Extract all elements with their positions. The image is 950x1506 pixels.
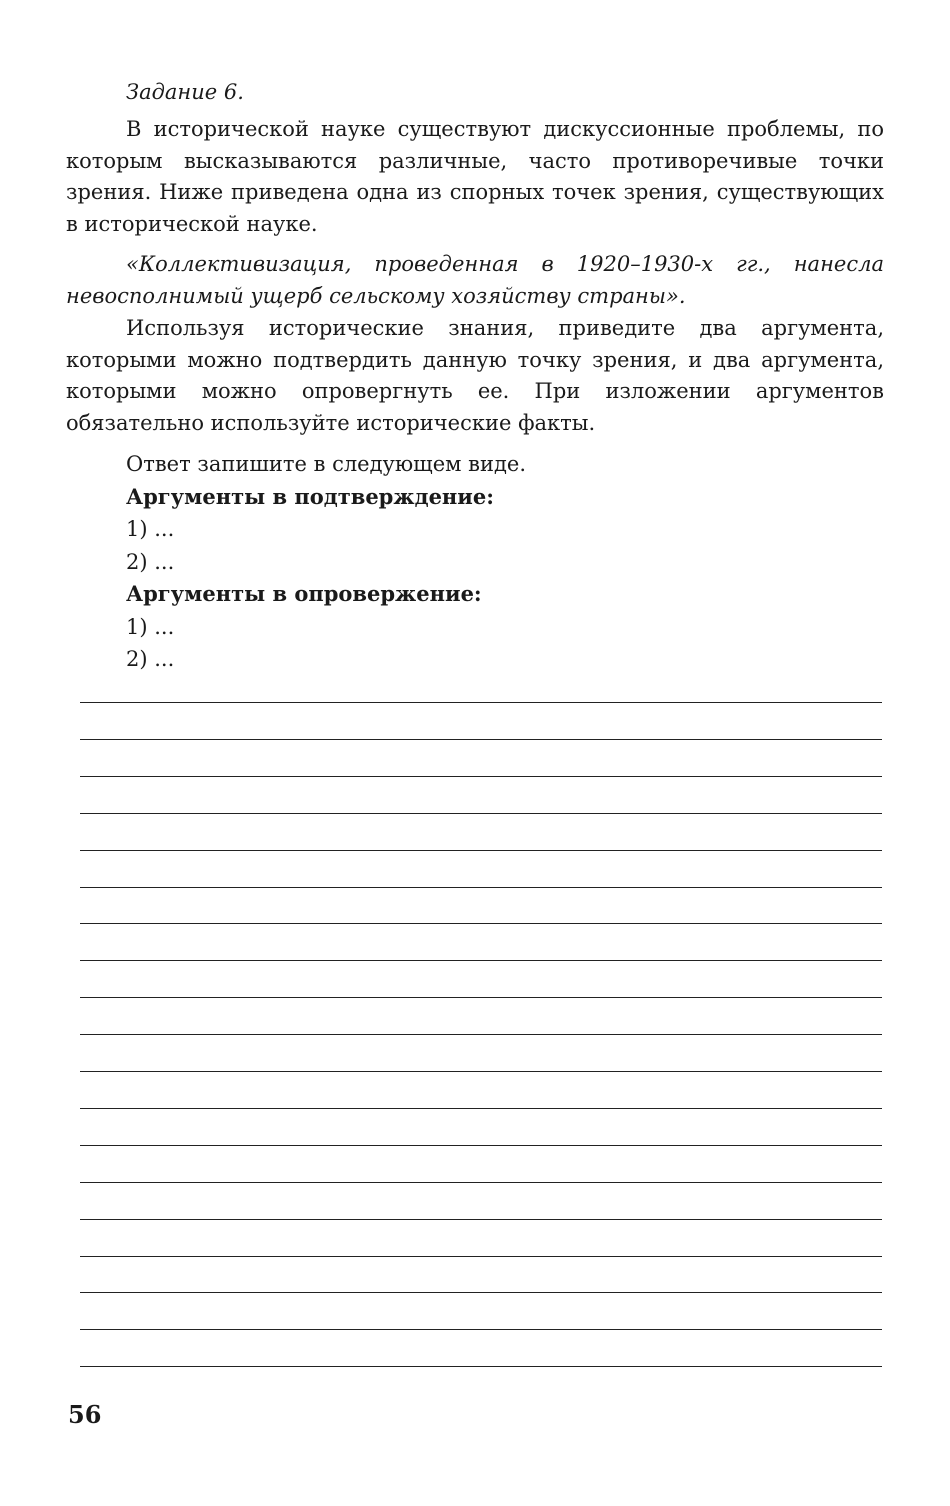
task-intro-text: В исторической науке существуют дискуссионные проблемы, по которым высказываются различные, часто противоречивые точки зрения. Ниже приведена одна из спорных точек зрения, существующих в исторической науке. xyxy=(66,117,884,236)
answer-rule-line xyxy=(80,1219,882,1220)
answer-rule-line xyxy=(80,997,882,998)
answer-rule-line xyxy=(80,813,882,814)
answer-rule-line xyxy=(80,887,882,888)
answer-rule-line xyxy=(80,1071,882,1072)
disputed-quote xyxy=(66,248,884,312)
refute-item: 2) ... xyxy=(126,647,175,671)
answer-format-intro: Ответ запишите в следующем виде. xyxy=(126,452,526,476)
answer-rule-line xyxy=(80,702,882,703)
confirm-item: 2) ... xyxy=(126,549,175,574)
answer-rule-line xyxy=(80,1292,882,1293)
answer-rule-line xyxy=(80,1366,882,1367)
confirm-item: 1) ... xyxy=(126,517,175,541)
answer-rule-line xyxy=(80,1182,882,1183)
task-instructions-text: Используя исторические знания, приведите два аргумента, которыми можно подтвердить данную точку зрения, и два аргумента, которыми можно опровергнуть ее. При изложении аргументов обязательно используйте исторические факты. xyxy=(66,316,884,435)
answer-rule-line xyxy=(80,739,882,740)
refute-item: 1) ... xyxy=(126,614,175,639)
answer-rule-line xyxy=(80,1108,882,1109)
answer-rule-line xyxy=(80,1256,882,1257)
answer-rule-line xyxy=(80,850,882,851)
disputed-quote-text: «Коллективизация, проведенная в 1920–1930-х гг., нанесла невосполнимый ущерб сельскому хозяйству страны». xyxy=(66,252,884,308)
answer-rule-line xyxy=(80,1034,882,1035)
task-intro xyxy=(66,114,884,240)
answer-format xyxy=(126,448,526,676)
task-instructions xyxy=(66,313,884,439)
refute-heading: Аргументы в опровержение: xyxy=(126,581,482,606)
answer-rule-line xyxy=(80,1329,882,1330)
task-title: Задание 6. xyxy=(126,80,244,104)
answer-rule-line xyxy=(80,1145,882,1146)
answer-rule-line xyxy=(80,923,882,924)
answer-rule-line xyxy=(80,960,882,961)
page-number: 56 xyxy=(68,1400,102,1429)
answer-rule-line xyxy=(80,776,882,777)
confirm-heading: Аргументы в подтверждение: xyxy=(126,483,494,509)
